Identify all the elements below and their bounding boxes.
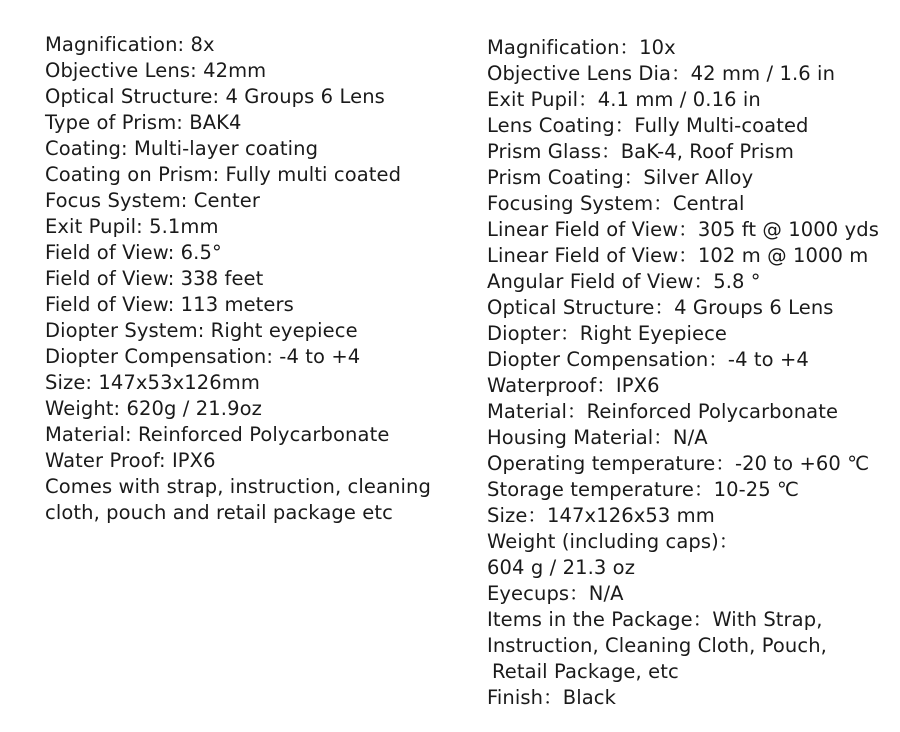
spec-line: Focus System: Center	[45, 189, 261, 212]
spec-line: Water Proof: IPX6	[45, 449, 216, 472]
spec-line: Items in the Package：With Strap,	[487, 608, 823, 631]
spec-line: Field of View: 338 feet	[45, 267, 264, 290]
spec-line: Finish：Black	[487, 686, 616, 709]
spec-line: Optical Structure：4 Groups 6 Lens	[487, 296, 834, 319]
spec-line: Storage temperature：10-25 ℃	[487, 478, 800, 501]
spec-line: Exit Pupil: 5.1mm	[45, 215, 219, 238]
spec-line: Housing Material：N/A	[487, 426, 708, 449]
spec-line: Optical Structure: 4 Groups 6 Lens	[45, 85, 385, 108]
spec-line: Diopter Compensation: -4 to +4	[45, 345, 361, 368]
spec-line: Focusing System：Central	[487, 192, 745, 215]
spec-line: Linear Field of View：305 ft @ 1000 yds	[487, 218, 879, 241]
spec-line: Prism Coating：Silver Alloy	[487, 166, 754, 189]
spec-line: Coating: Multi-layer coating	[45, 137, 319, 160]
right-spec-list	[487, 35, 897, 711]
left-spec-list	[45, 32, 460, 526]
spec-line: Objective Lens Dia：42 mm / 1.6 in	[487, 62, 836, 85]
spec-line: Field of View: 6.5°	[45, 241, 222, 264]
spec-line: cloth, pouch and retail package etc	[45, 501, 393, 524]
spec-line: Coating on Prism: Fully multi coated	[45, 163, 402, 186]
spec-line: Field of View: 113 meters	[45, 293, 294, 316]
spec-line: Diopter System: Right eyepiece	[45, 319, 358, 342]
spec-line: Retail Package, etc	[492, 660, 679, 683]
spec-line: Eyecups：N/A	[487, 582, 624, 605]
spec-line: Lens Coating：Fully Multi-coated	[487, 114, 809, 137]
spec-line: Weight: 620g / 21.9oz	[45, 397, 262, 420]
spec-line: Magnification: 8x	[45, 33, 215, 56]
spec-line: Size：147x126x53 mm	[487, 504, 715, 527]
spec-line: Linear Field of View：102 m @ 1000 m	[487, 244, 869, 267]
spec-line: Angular Field of View：5.8 °	[487, 270, 761, 293]
spec-line: Diopter Compensation：-4 to +4	[487, 348, 809, 371]
spec-line: Size: 147x53x126mm	[45, 371, 260, 394]
spec-line: Prism Glass：BaK-4, Roof Prism	[487, 140, 794, 163]
spec-line: Exit Pupil：4.1 mm / 0.16 in	[487, 88, 761, 111]
spec-line: Material: Reinforced Polycarbonate	[45, 423, 390, 446]
spec-line: Diopter：Right Eyepiece	[487, 322, 728, 345]
spec-line: Magnification：10x	[487, 36, 676, 59]
spec-line: Type of Prism: BAK4	[45, 111, 242, 134]
spec-line: Weight (including caps)：	[487, 530, 739, 553]
spec-line: Instruction, Cleaning Cloth, Pouch,	[487, 634, 827, 657]
spec-line: 604 g / 21.3 oz	[487, 556, 636, 579]
spec-line: Waterproof：IPX6	[487, 374, 660, 397]
spec-line: Material：Reinforced Polycarbonate	[487, 400, 839, 423]
spec-line: Operating temperature：-20 to +60 ℃	[487, 452, 870, 475]
spec-line: Comes with strap, instruction, cleaning	[45, 475, 431, 498]
spec-line: Objective Lens: 42mm	[45, 59, 267, 82]
